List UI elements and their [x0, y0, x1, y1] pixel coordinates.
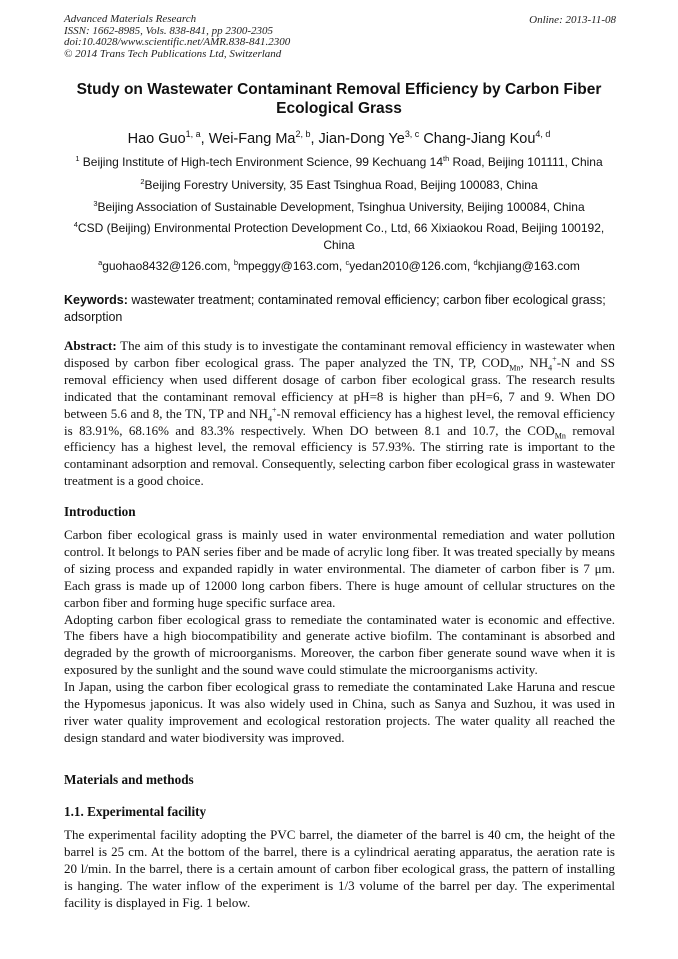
- affiliation-4: $^4$CSD (Beijing) Environmental Protection Development Co., Ltd, 66 Xixiaokou Road, Beijing 100192, China: [73, 220, 605, 252]
- email-link[interactable]: guohao8432@126.com,: [102, 259, 231, 273]
- author-marker: 2, b: [295, 129, 311, 140]
- abstract: Abstract: The aim of this study is to investigate the contaminant removal efficiency in wastewater when disposed by carbon fiber ecological grass. The paper analyzed the TN, TP, $COD_{Mn}$, $NH_4^+-N$ and SS removal efficiency when used different dosage of carbon fiber ecological grass. The research results indicated that the contaminant removal efficiency at pH=8 is higher than pH=6, 7 and 9. When DO between 5.6 and 8, the TN, TP and $NH_4^+-N$ removal efficiency has a highest level, the removal efficiency is 83.91%, 68.16% and 83.3% respectively. When DO between 8.1 and 10.7, the $COD_{Mn}$ removal efficiency has a highest level, the removal efficiency is 57.93%. The stirring rate is important to the contaminant adsorption and removal. Consequently, selecting carbon fiber ecological grass in wastewater treatment is a good choice.: [64, 338, 615, 489]
- author-name: Jian-Dong Ye: [318, 131, 405, 147]
- author-name: Hao Guo: [127, 131, 186, 147]
- email-list: $^a$guohao8432@126.com, $^b$mpeggy@163.com, $^c$yedan2010@126.com, $^d$kchjiang@163.com: [98, 258, 580, 273]
- affiliation-1: $^1$ Beijing Institute of High-tech Environment Science, 99 Kechuang 14th Road, Beijing 101111, China: [75, 154, 603, 169]
- paragraph: Adopting carbon fiber ecological grass to remediate the contaminated water is economic and effective. The fibers have a high biocompatibility and generate active biofilm. The contaminant is absorbed and degraded by the growth of microorganisms. Moreover, the carbon fiber generate sound wave when it is exposured by the sunlight and the sound wave could stimulate the microorganisms activity.: [64, 611, 615, 678]
- section-heading-introduction: Introduction: [64, 504, 136, 519]
- author-name: Chang-Jiang Kou: [423, 131, 536, 147]
- keywords: [64, 292, 614, 326]
- author-marker: 4, d: [535, 129, 551, 140]
- subsection-heading: 1.1. Experimental facility: [64, 804, 207, 819]
- journal-name: Advanced Materials Research: [64, 13, 197, 25]
- issn-line: ISSN: 1662-8985, Vols. 838-841, pp 2300-2305: [64, 24, 273, 37]
- methods-text: [64, 827, 615, 912]
- doi-line: doi:10.4028/www.scientific.net/AMR.838-841.2300: [64, 36, 291, 49]
- paragraph: The experimental facility adopting the PVC barrel, the diameter of the barrel is 40 cm, the height of the barrel is 25 cm. At the bottom of the barrel, there is a cylindrical aerating apparatus, the aeration rate is 20 l/min. In the barrel, there is a certain amount of carbon fiber ecological grass, the pattern of installing is hanging. The water inflow of the experiment is 1/3 volume of the barrel per day. The experimental facility is displayed in Fig. 1 below.: [64, 827, 615, 910]
- section-heading-methods: Materials and methods: [64, 772, 194, 787]
- affiliation-2: $^2$Beijing Forestry University, 35 East Tsinghua Road, Beijing 100083, China: [140, 177, 538, 192]
- author-marker: 1, a: [185, 129, 201, 140]
- author-marker: 3, c: [404, 129, 420, 140]
- email-link[interactable]: mpeggy@163.com,: [237, 259, 343, 273]
- email-link[interactable]: yedan2010@126.com,: [349, 259, 471, 273]
- keywords-label: Keywords:: [64, 293, 128, 307]
- email-link[interactable]: kchjiang@163.com: [477, 259, 580, 273]
- paragraph: Carbon fiber ecological grass is mainly used in water environmental remediation and water pollution control. It belongs to PAN series fiber and be made of acrylic long fiber. It was treated specially by means of sizing process and expanded rapidly in water environmental. The diameter of carbon fiber is 7 μm. Each grass is made up of 12000 long carbon fibers. There is huge amount of cellular structures on the carbon fiber and forming huge specific surface area.: [64, 527, 615, 610]
- copyright-line: © 2014 Trans Tech Publications Ltd, Switzerland: [64, 47, 282, 60]
- author-list: Hao Guo$^{1, a}$, Wei-Fang Ma$^{2, b}$, Jian-Dong Ye$^{3, c}$ Chang-Jiang Kou$^{4, d}$: [127, 129, 551, 147]
- title-line-1: Study on Wastewater Contaminant Removal Efficiency by Carbon Fiber: [76, 81, 602, 98]
- introduction-text: [64, 527, 615, 747]
- abstract-label: Abstract:: [64, 338, 117, 353]
- affiliation-3: $^3$Beijing Association of Sustainable Development, Tsinghua University, Beijing 100084, China: [93, 199, 585, 214]
- author-name: Wei-Fang Ma: [208, 131, 296, 147]
- title-line-2: Ecological Grass: [276, 100, 402, 117]
- online-date: Online: 2013-11-08: [529, 14, 616, 26]
- journal-header: [64, 14, 290, 60]
- paper-title: [64, 80, 614, 118]
- paragraph: In Japan, using the carbon fiber ecological grass to remediate the contaminated Lake Haruna and rescue the Hypomesus japonicus. It was also widely used in China, such as Sanya and Suzhou, it was used in river water quality improvement and ecological restoration projects. The water quality all reached the design standard and water biodiversity was improved.: [64, 679, 615, 745]
- keywords-text: wastewater treatment; contaminated removal efficiency; carbon fiber ecological grass; adsorption: [64, 293, 606, 324]
